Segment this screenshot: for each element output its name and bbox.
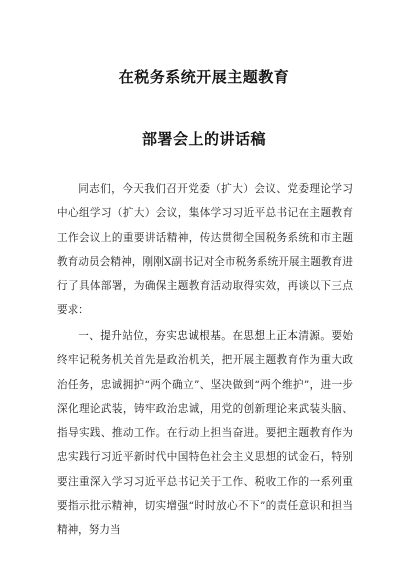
- document-title-line1: 在税务系统开展主题教育: [118, 68, 290, 86]
- paragraph-section-one: [57, 324, 353, 543]
- paragraph-opening: 同志们，今天我们召开党委（扩大）会议、党委理论学习中心组学习（扩大）会议，集体学习习近平总书记在主题教育工作会议上的重要讲话精神，传达贯彻全国税务系统和市主题教育动员会精神，刚刚X副书记对全市税务系统开展主题教育进行了具体部署，为确保主题教育活动取得实效，再谈以下三点要求：: [57, 183, 353, 317]
- paragraph-section-one-heading: 一、提升站位，夯实忠诚根基。在思想上正本清源。: [78, 330, 332, 342]
- document-title-line2: 部署会上的讲话稿: [141, 130, 266, 148]
- paragraph-section-one-body: 要始终牢记税务机关首先是政治机关，把开展主题教育作为重大政治任务，忠诚拥护“两个确立”、坚决做到“两个维护”，进一步深化理论武装，铸牢政治忠诚，用党的创新理论来武装头脑、指导实践、推动工作。在行动上担当奋进。要把主题教育作为忠实践行习近平新时代中国特色社会主义思想的试金石，特别要注重深入学习习近平总书记关于工作、税收工作的一系列重要指示批示精神，切实增强“时时放心不下”的责任意识和担当精神，努力当: [57, 330, 354, 537]
